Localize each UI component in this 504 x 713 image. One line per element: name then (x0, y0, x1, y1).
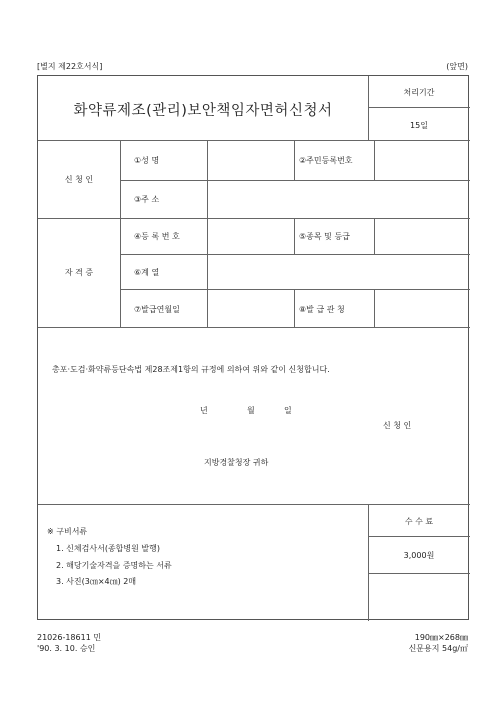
address-label: ③주 소 (134, 195, 160, 204)
form-number: [별지 제22호서식] (37, 62, 103, 71)
form-title: 화약류제조(관리)보안책임자면허신청서 (73, 103, 333, 119)
applicant-signature-label: 신 청 인 (383, 421, 412, 430)
issuing-authority-label: ⑧발 급 관 청 (299, 305, 345, 314)
date-day: 일 (284, 406, 292, 415)
approval-date: '90. 3. 10. 승인 (37, 644, 96, 653)
divider (294, 218, 295, 254)
document-item: 1. 신체검사서(종합병원 발행) (56, 544, 160, 553)
issuing-authority-field[interactable] (375, 290, 469, 326)
issue-date-field[interactable] (208, 290, 293, 326)
divider (368, 536, 470, 537)
name-field[interactable] (208, 141, 293, 179)
registration-number-label: ④등 록 번 호 (134, 232, 180, 241)
divider (368, 107, 470, 108)
paper-size: 190㎜×268㎜ (414, 633, 468, 642)
registration-number-field[interactable] (208, 219, 293, 253)
application-form (37, 75, 469, 620)
paper-type: 신문용지 54g/㎡ (408, 644, 468, 653)
page-side-label: (앞면) (446, 62, 468, 71)
addressee: 지방경찰청장 귀하 (204, 458, 269, 467)
fee-value: 3,000원 (403, 551, 435, 560)
type-grade-label: ⑤종목 및 등급 (299, 232, 350, 241)
divider (120, 140, 121, 327)
divider (38, 327, 470, 328)
series-label: ⑥계 열 (134, 268, 160, 277)
required-documents-heading: ※ 구비서류 (47, 527, 88, 536)
name-label: ①성 명 (134, 156, 160, 165)
processing-period-label: 처리기간 (403, 88, 435, 97)
processing-period-value: 15일 (410, 121, 428, 130)
document-item: 3. 사진(3㎝×4㎝) 2매 (56, 577, 137, 586)
series-field[interactable] (208, 255, 469, 288)
resident-number-label: ②주민등록번호 (299, 156, 353, 165)
divider (368, 573, 470, 574)
divider (294, 289, 295, 327)
resident-number-field[interactable] (375, 141, 469, 179)
fee-label: 수 수 료 (404, 517, 434, 526)
date-year: 년 (200, 406, 208, 415)
issue-date-label: ⑦발급연월일 (134, 305, 180, 314)
applicant-section-label: 신 청 인 (64, 175, 94, 184)
qualification-section-label: 자 격 증 (64, 268, 94, 277)
date-month: 월 (247, 406, 255, 415)
form-code: 21026-18611 민 (37, 633, 102, 642)
type-grade-field[interactable] (375, 219, 469, 253)
divider (38, 504, 470, 505)
document-item: 2. 해당기술자격을 증명하는 서류 (56, 561, 172, 570)
divider (294, 140, 295, 180)
application-statement: 총포·도검·화약류등단속법 제28조제1항의 규정에 의하여 위와 같이 신청합니다. (52, 365, 330, 374)
address-field[interactable] (208, 181, 469, 217)
